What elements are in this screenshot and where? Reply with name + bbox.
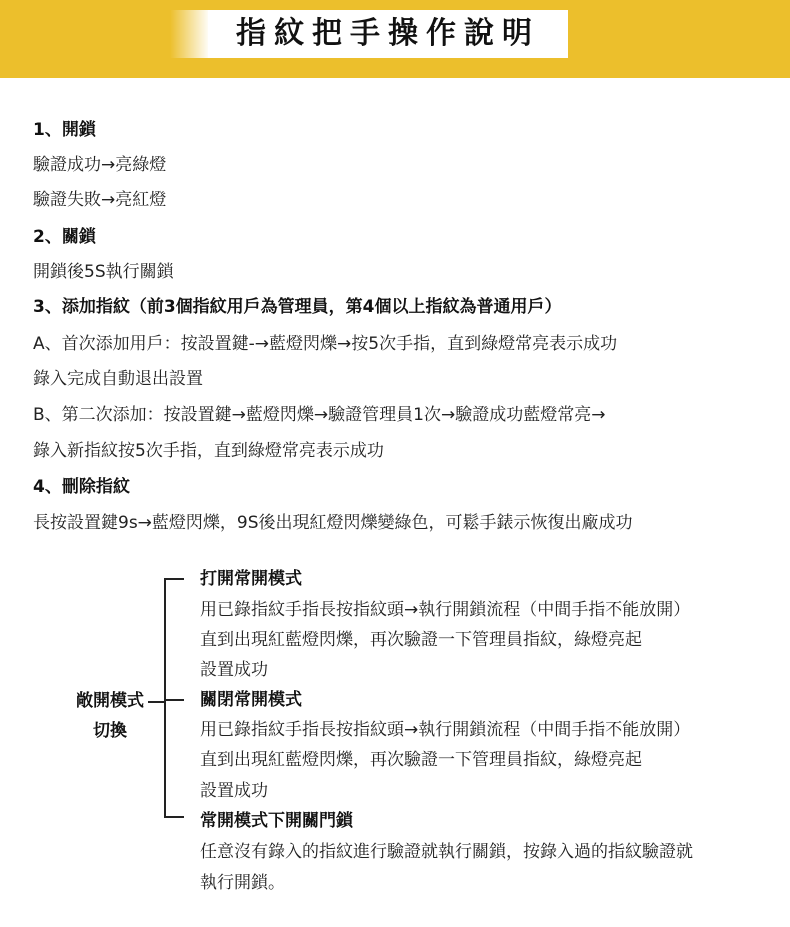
add-second-user-line: B、第二次添加：按設置鍵→藍燈閃爍→驗證管理員1次→驗證成功藍燈常亮→ xyxy=(33,405,606,425)
mode-switch-label-line2: 切換 xyxy=(93,721,127,741)
bracket-branch-middle xyxy=(164,699,184,701)
normal-mode-door-heading: 常開模式下開關門鎖 xyxy=(200,811,353,831)
bracket-stem xyxy=(148,701,164,703)
unlock-fail-line: 驗證失敗→亮紅燈 xyxy=(33,190,167,210)
unlock-success-line: 驗證成功→亮綠燈 xyxy=(33,155,167,175)
header-banner xyxy=(0,0,790,78)
header-fade xyxy=(170,10,210,58)
open-normal-mode-heading: 打開常開模式 xyxy=(200,569,302,589)
open-normal-mode-step3: 設置成功 xyxy=(200,660,268,680)
page-title: 指紋把手操作說明 xyxy=(236,16,540,51)
section-lock-heading: 2、關鎖 xyxy=(33,227,96,247)
delete-reset-line: 長按設置鍵9s→藍燈閃爍，9S後出現紅燈閃爍變綠色，可鬆手錶示恢復出廠成功 xyxy=(33,513,633,533)
close-normal-mode-step1: 用已錄指紋手指長按指紋頭→執行開鎖流程（中間手指不能放開） xyxy=(200,720,691,740)
bracket-vertical xyxy=(164,578,166,818)
bracket-branch-bottom xyxy=(164,816,184,818)
open-normal-mode-step1: 用已錄指紋手指長按指紋頭→執行開鎖流程（中間手指不能放開） xyxy=(200,600,691,620)
add-first-user-exit-line: 錄入完成自動退出設置 xyxy=(33,369,203,389)
section-delete-heading: 4、刪除指紋 xyxy=(33,477,130,497)
close-normal-mode-heading: 關閉常開模式 xyxy=(200,690,302,710)
normal-mode-door-step1: 任意沒有錄入的指紋進行驗證就執行關鎖，按錄入過的指紋驗證就 xyxy=(200,842,693,862)
close-normal-mode-step2: 直到出現紅藍燈閃爍，再次驗證一下管理員指紋，綠燈亮起 xyxy=(200,750,642,770)
normal-mode-door-step2: 執行開鎖。 xyxy=(200,873,285,893)
mode-switch-label-line1: 敞開模式 xyxy=(76,691,144,711)
open-normal-mode-step2: 直到出現紅藍燈閃爍，再次驗證一下管理員指紋，綠燈亮起 xyxy=(200,630,642,650)
section-add-heading: 3、添加指紋（前3個指紋用戶為管理員，第4個以上指紋為普通用戶） xyxy=(33,297,562,317)
bracket-branch-top xyxy=(164,578,184,580)
add-first-user-line: A、首次添加用戶：按設置鍵-→藍燈閃爍→按5次手指，直到綠燈常亮表示成功 xyxy=(33,334,618,354)
lock-delay-line: 開鎖後5S執行關鎖 xyxy=(33,262,174,282)
close-normal-mode-step3: 設置成功 xyxy=(200,781,268,801)
section-unlock-heading: 1、開鎖 xyxy=(33,120,96,140)
add-second-user-finish-line: 錄入新指紋按5次手指，直到綠燈常亮表示成功 xyxy=(33,441,384,461)
